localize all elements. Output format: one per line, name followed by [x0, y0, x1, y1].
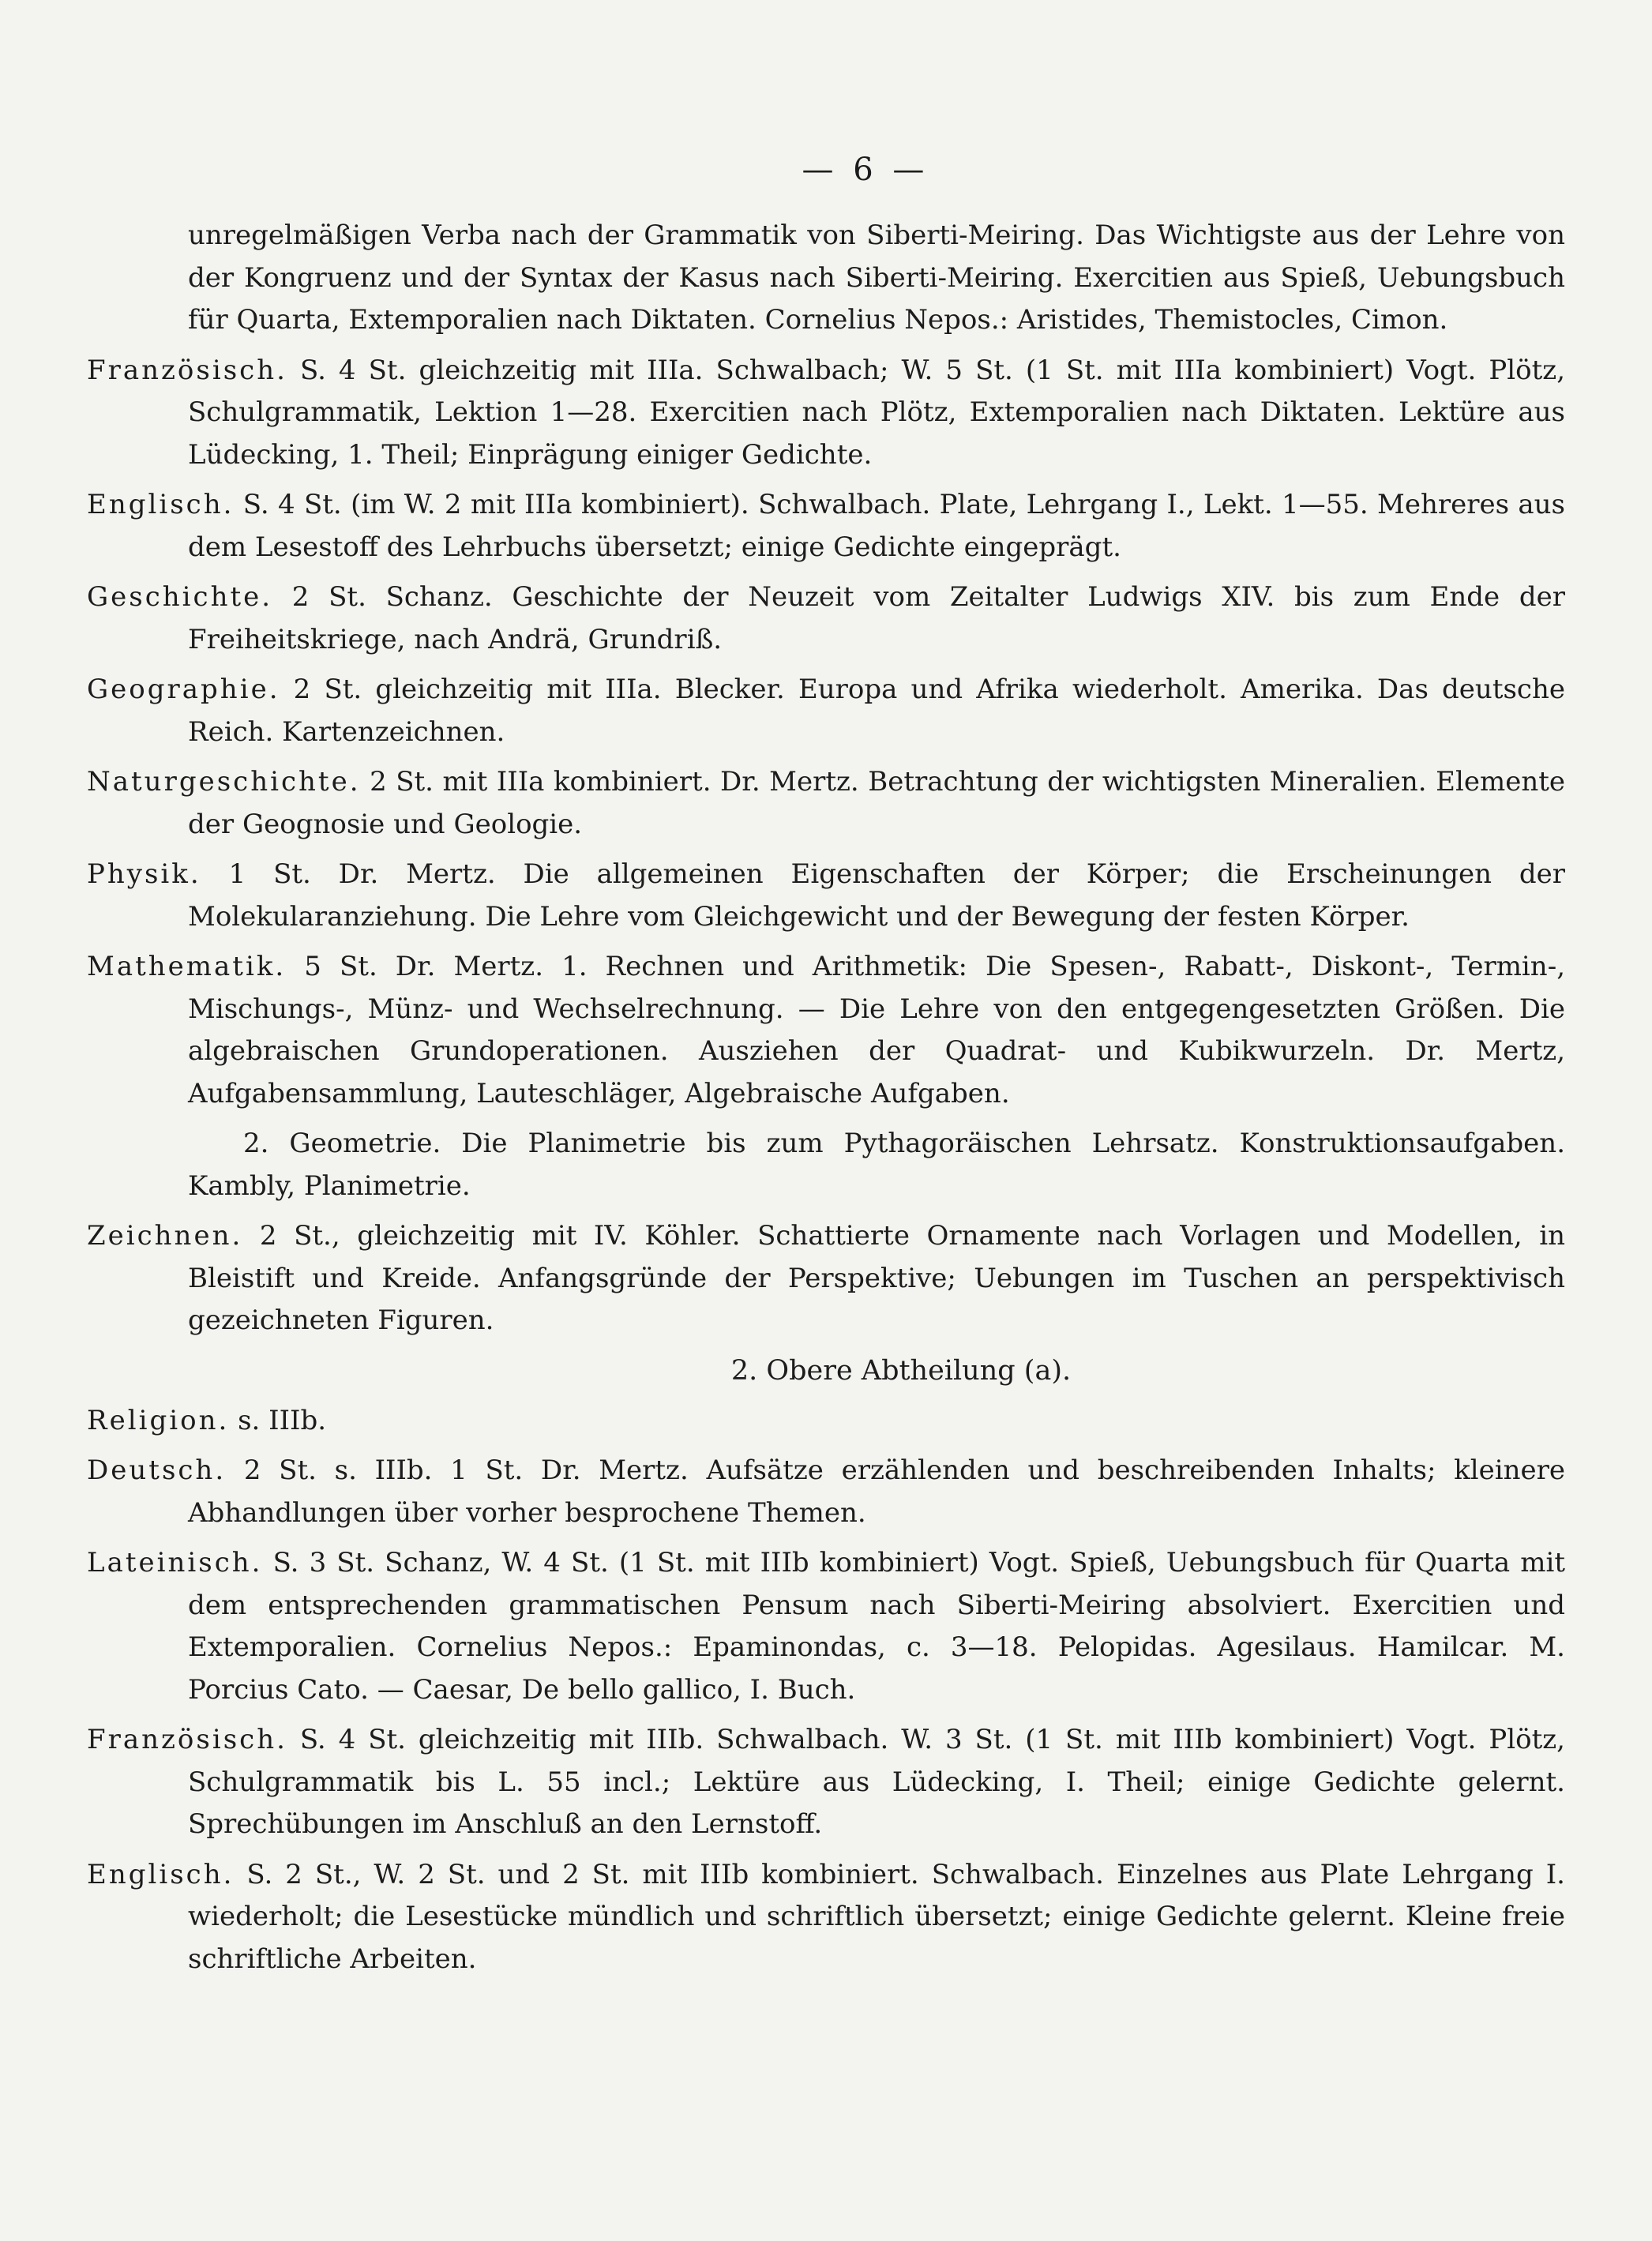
paragraph-geographie [87, 669, 1565, 753]
paragraph-text: S. 4 St. gleichzeitig mit IIIa. Schwalbach; W. 5 St. (1 St. mit IIIa kombiniert) Vogt. Plötz, Schulgrammatik, Lektion 1—28. Exercitien nach Plötz, Extemporalien nach Diktaten. Lektüre aus Lüdecking, 1. Theil; Einprägung einiger Gedichte. [188, 354, 1565, 471]
subject-heading: Physik. [87, 858, 201, 890]
paragraph-text: unregelmäßigen Verba nach der Grammatik von Siberti-Meiring. Das Wichtigste aus der Lehre von der Kongruenz und der Syntax der Kasus nach Siberti-Meiring. Exercitien aus Spieß, Uebungsbuch für Quarta, Extemporalien nach Diktaten. Cornelius Nepos.: Aristides, Themistocles, Cimon. [188, 220, 1565, 336]
paragraph-text: s. IIIb. [238, 1404, 327, 1436]
subject-heading: Englisch. [87, 1858, 235, 1890]
paragraph-text: S. 4 St. gleichzeitig mit IIIb. Schwalbach. W. 3 St. (1 St. mit IIIb kombiniert) Vogt. Plötz, Schulgrammatik bis L. 55 incl.; Lektüre aus Lüdecking, I. Theil; einige Gedichte gelernt. Sprechübungen im Anschluß an den Lernstoff. [188, 1724, 1565, 1840]
paragraph-text: 2 St. gleichzeitig mit IIIa. Blecker. Europa und Afrika wiederholt. Amerika. Das deutsche Reich. Kartenzeichnen. [188, 674, 1565, 748]
paragraph-text: 2 St. Schanz. Geschichte der Neuzeit vom Zeitalter Ludwigs XIV. bis zum Ende der Freiheitskriege, nach Andrä, Grundriß. [188, 581, 1565, 655]
subject-heading: Geschichte. [87, 581, 273, 613]
section-title: 2. Obere Abtheilung (a). [730, 1354, 1072, 1387]
subject-heading: Englisch. [87, 489, 235, 520]
subject-heading: Französisch. [87, 1724, 287, 1755]
paragraph-lateinisch [87, 1542, 1565, 1711]
paragraph-franzoesisch-lower [87, 350, 1565, 477]
paragraph-englisch-upper [87, 1854, 1565, 1981]
subject-heading: Lateinisch. [87, 1547, 263, 1578]
subject-heading: Geographie. [87, 674, 280, 705]
paragraph-text: 2 St. mit IIIa kombiniert. Dr. Mertz. Betrachtung der wichtigsten Mineralien. Elemente der Geognosie und Geologie. [188, 766, 1565, 840]
paragraph-physik [87, 854, 1565, 938]
paragraph-franzoesisch-upper [87, 1719, 1565, 1846]
paragraph-latin-continued [87, 215, 1565, 342]
paragraph-text: S. 2 St., W. 2 St. und 2 St. mit IIIb kombiniert. Schwalbach. Einzelnes aus Plate Lehrgang I. wiederholt; die Lesestücke mündlich und schriftlich übersetzt; einige Gedichte gelernt. Kleine freie schriftliche Arbeiten. [188, 1858, 1565, 1975]
paragraph-text: 5 St. Dr. Mertz. 1. Rechnen und Arithmetik: Die Spesen-, Rabatt-, Diskont-, Termin-, Mischungs-, Münz- und Wechselrechnung. — Die Lehre von den entgegengesetzten Größen. Die algebraischen Grundoperationen. Ausziehen der Quadrat- und Kubikwurzeln. Dr. Mertz, Aufgabensammlung, Lauteschläger, Algebraische Aufgaben. [188, 951, 1566, 1109]
paragraph-geschichte [87, 576, 1565, 661]
paragraph-deutsch [87, 1450, 1565, 1534]
paragraph-mathematik [87, 946, 1565, 1115]
paragraph-naturgeschichte [87, 761, 1565, 846]
paragraph-text: 2. Geometrie. Die Planimetrie bis zum Pythagoräischen Lehrsatz. Konstruktionsaufgaben. Kambly, Planimetrie. [188, 1128, 1565, 1202]
paragraph-text: S. 3 St. Schanz, W. 4 St. (1 St. mit IIIb kombiniert) Vogt. Spieß, Uebungsbuch für Quarta mit dem entsprechenden grammatischen Pensum nach Siberti-Meiring absolviert. Exercitien und Extemporalien. Cornelius Nepos.: Epaminondas, c. 3—18. Pelopidas. Agesilaus. Hamilcar. M. Porcius Cato. — Caesar, De bello gallico, I. Buch. [188, 1547, 1566, 1706]
paragraph-zeichnen [87, 1215, 1565, 1342]
paragraph-text: 2 St. s. IIIb. 1 St. Dr. Mertz. Aufsätze erzählenden und beschreibenden Inhalts; kleinere Abhandlungen über vorher besprochene Themen. [188, 1455, 1565, 1529]
paragraph-text: S. 4 St. (im W. 2 mit IIIa kombiniert). Schwalbach. Plate, Lehrgang I., Lekt. 1—55. Mehreres aus dem Lesestoff des Lehrbuchs übersetzt; einige Gedichte eingeprägt. [188, 489, 1565, 563]
paragraph-geometrie [87, 1123, 1565, 1207]
paragraph-englisch-lower [87, 484, 1565, 569]
page-content [87, 215, 1565, 1988]
paragraph-religion [87, 1400, 1565, 1443]
subject-heading: Zeichnen. [87, 1220, 243, 1252]
subject-heading: Mathematik. [87, 951, 287, 982]
paragraph-text: 1 St. Dr. Mertz. Die allgemeinen Eigenschaften der Körper; die Erscheinungen der Molekularanziehung. Die Lehre vom Gleichgewicht und der Bewegung der festen Körper. [188, 858, 1565, 933]
page-number: — 6 — [802, 152, 929, 188]
paragraph-text: 2 St., gleichzeitig mit IV. Köhler. Schattierte Ornamente nach Vorlagen und Modellen, in Bleistift und Kreide. Anfangsgründe der Perspektive; Uebungen im Tuschen an perspektivisch gezeichneten Figuren. [188, 1220, 1565, 1336]
subject-heading: Religion. [87, 1404, 230, 1436]
subject-heading: Naturgeschichte. [87, 766, 361, 798]
subject-heading: Deutsch. [87, 1455, 227, 1486]
subject-heading: Französisch. [87, 354, 287, 386]
